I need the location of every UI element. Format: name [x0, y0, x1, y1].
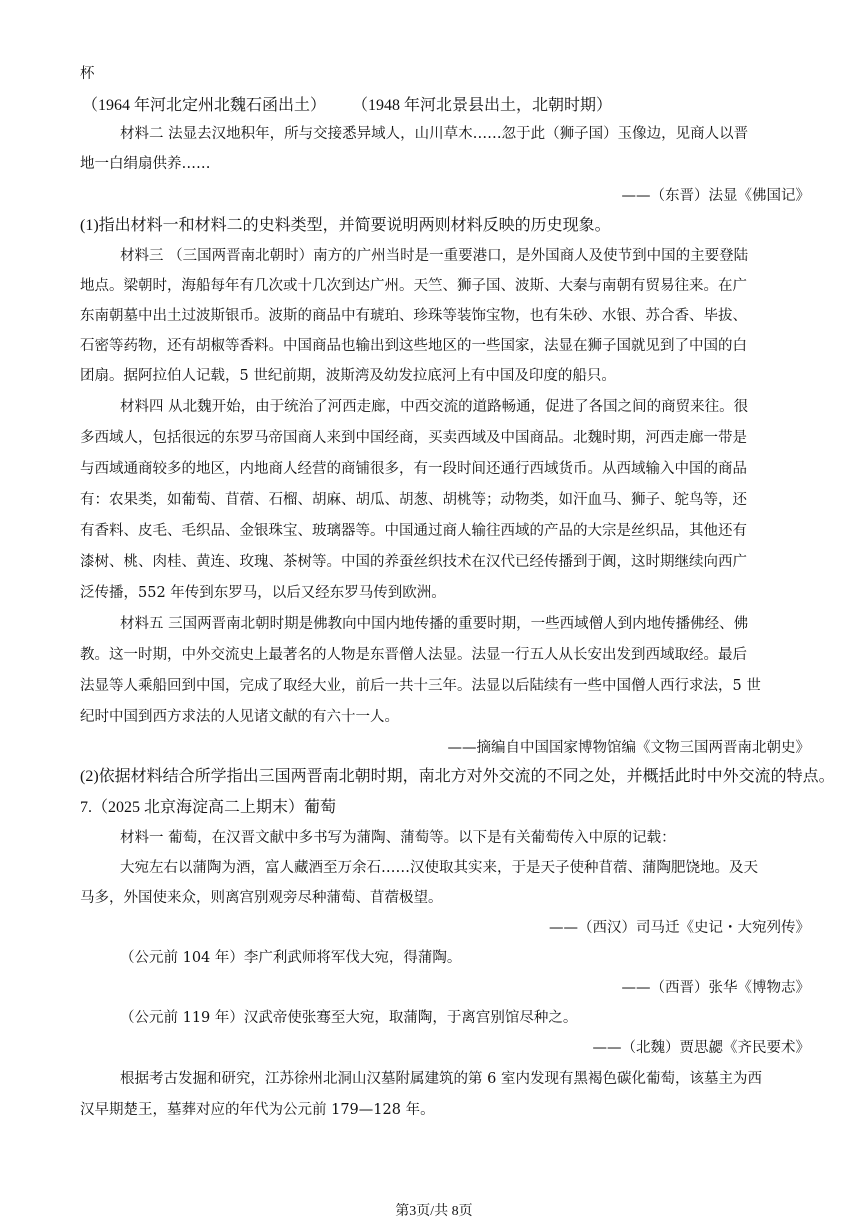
material5-line: 法显等人乘船回到中国，完成了取经大业，前后一共十三年。法显以后陆续有一些中国僧人西行求法，5 世	[80, 678, 761, 694]
material4-line: 有香料、皮毛、毛织品、金银珠宝、玻璃器等。中国通过商人输往西域的产品的大宗是丝织品，其他还有	[80, 523, 747, 539]
q7-source-3: ——（北魏）贾思勰《齐民要术》	[592, 1040, 810, 1056]
q7-material1-line2: 大宛左右以蒲陶为酒，富人藏酒至万余石……汉使取其实来，于是天子使种苜蓿、蒲陶肥饶地。及天	[120, 860, 758, 876]
material2-line1: 材料二 法显去汉地积年，所与交接悉异域人，山川草木……忽于此（狮子国）玉像边，见商人以晋	[120, 126, 749, 142]
material4-line: 漆树、桃、肉桂、黄连、玫瑰、茶树等。中国的养蚕丝织技术在汉代已经传播到于阗，这时期继续向西广	[80, 554, 747, 570]
q7-material1-line1: 材料一 葡萄，在汉晋文献中多书写为蒲陶、蒲萄等。以下是有关葡萄传入中原的记载：	[120, 830, 676, 846]
q7-source-2: ——（西晋）张华《博物志》	[621, 980, 810, 996]
q7-paragraph-line2: 汉早期楚王，墓葬对应的年代为公元前 179—128 年。	[80, 1102, 435, 1118]
q7-material1-line3: 马多，外国使来众，则离宫别观旁尽种蒲萄、苜蓿极望。	[80, 890, 443, 906]
question-7-heading: 7.（2025 北京海淀高二上期末）葡萄	[80, 799, 337, 816]
image-caption-left: （1964 年河北定州北魏石函出土）	[82, 97, 327, 114]
material2-source: ——（东晋）法显《佛国记》	[621, 188, 810, 204]
material5-line: 纪时中国到西方求法的人见诸文献的有六十一人。	[80, 709, 399, 725]
material3-line: 东南朝墓中出土过波斯银币。波斯的商品中有琥珀、珍珠等装饰宝物，也有朱砂、水银、苏合香、毕拔、	[80, 308, 747, 324]
q7-record-3: （公元前 119 年）汉武帝使张骞至大宛，取蒲陶，于离宫别馆尽种之。	[120, 1010, 578, 1026]
material5-line: 教。这一时期，中外交流史上最著名的人物是东晋僧人法显。法显一行五人从长安出发到西域取经。最后	[80, 647, 747, 663]
q7-record-2: （公元前 104 年）李广利武师将军伐大宛，得蒲陶。	[120, 950, 462, 966]
material2-line2: 地一白绢扇供养……	[80, 156, 211, 172]
question-2: (2)依据材料结合所学指出三国两晋南北朝时期，南北方对外交流的不同之处，并概括此时中外交流的特点。	[80, 768, 835, 785]
material4-line: 材料四 从北魏开始，由于统治了河西走廊，中西交流的道路畅通，促进了各国之间的商贸来往。很	[120, 399, 749, 415]
q7-source-1: ——（西汉）司马迁《史记・大宛列传》	[549, 920, 810, 936]
q7-paragraph-line1: 根据考古发掘和研究，江苏徐州北洞山汉墓附属建筑的第 6 室内发现有黑褐色碳化葡萄，该墓主为西	[120, 1071, 762, 1087]
question-1: (1)指出材料一和材料二的史料类型，并简要说明两则材料反映的历史现象。	[80, 217, 611, 234]
material3-line: 地点。梁朝时，海船每年有几次或十几次到达广州。天竺、狮子国、波斯、大秦与南朝有贸易往来。在广	[80, 278, 747, 294]
material4-line: 有：农果类，如葡萄、苜蓿、石榴、胡麻、胡瓜、胡葱、胡桃等；动物类，如汗血马、狮子、鸵鸟等，还	[80, 492, 747, 508]
material4-line: 与西域通商较多的地区，内地商人经营的商铺很多，有一段时间还通行西域货币。从西域输入中国的商品	[80, 461, 747, 477]
material5-line: 材料五 三国两晋南北朝时期是佛教向中国内地传播的重要时期，一些西域僧人到内地传播佛经、佛	[120, 616, 749, 632]
page-number: 第3页/共 8页	[395, 1204, 473, 1219]
material5-source: ——摘编自中国国家博物馆编《文物三国两晋南北朝史》	[447, 740, 810, 756]
image-caption-right: （1948 年河北景县出土，北朝时期）	[352, 97, 613, 114]
material3-line: 石密等药物，还有胡椒等香料。中国商品也输出到这些地区的一些国家，法显在狮子国就见到了中国的白	[80, 338, 747, 354]
cup-label: 杯	[80, 66, 95, 82]
material3-line: 团扇。据阿拉伯人记载，5 世纪前期，波斯湾及幼发拉底河上有中国及印度的船只。	[80, 368, 616, 384]
material4-line: 多西域人，包括很远的东罗马帝国商人来到中国经商，买卖西域及中国商品。北魏时期，河西走廊一带是	[80, 430, 747, 446]
material4-line: 泛传播，552 年传到东罗马，以后又经东罗马传到欧洲。	[80, 585, 446, 601]
material3-line: 材料三 （三国两晋南北朝时）南方的广州当时是一重要港口，是外国商人及使节到中国的主要登陆	[120, 248, 749, 264]
